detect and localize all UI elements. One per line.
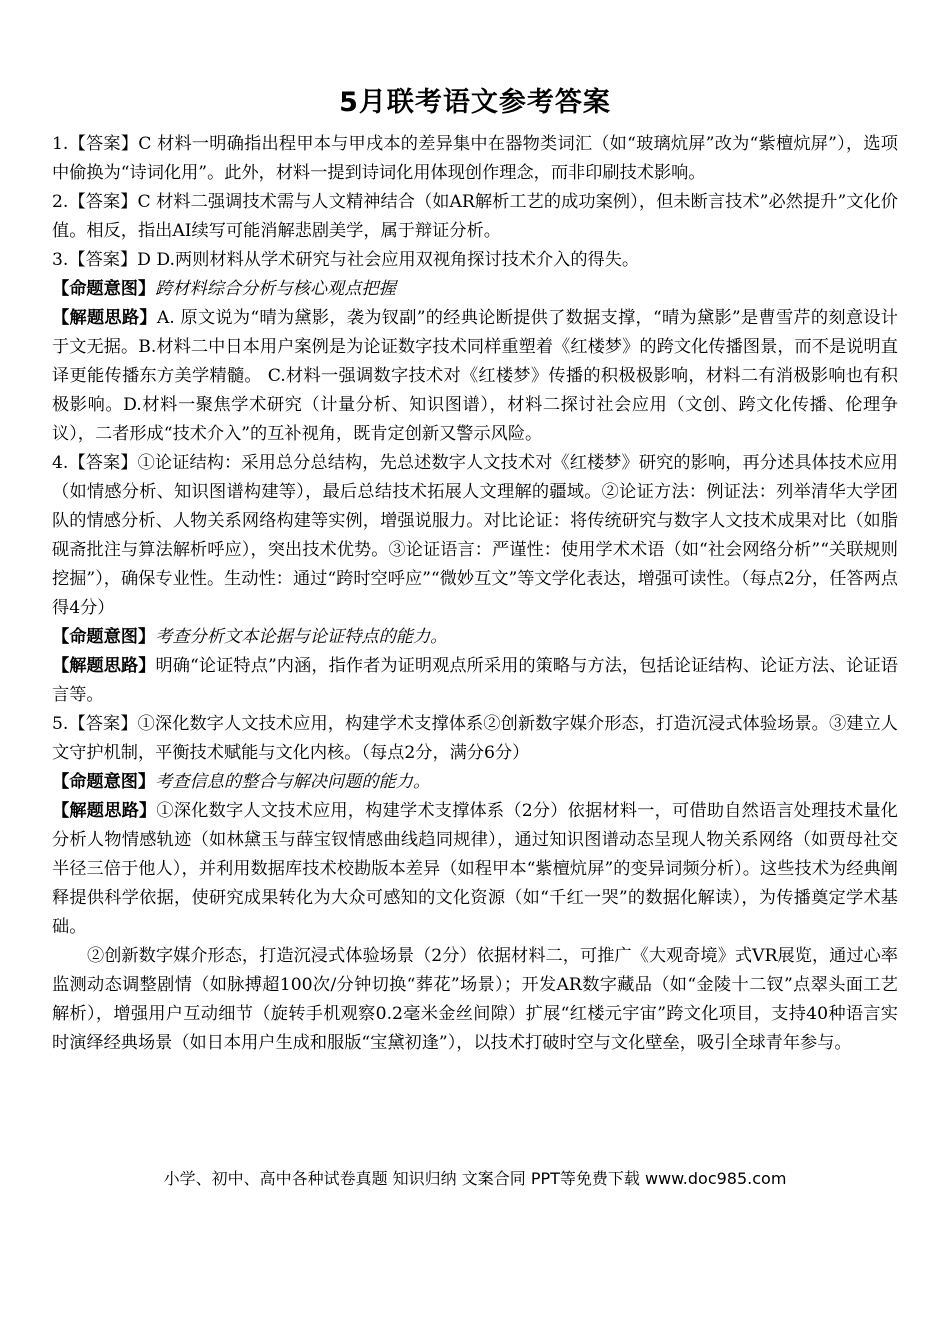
approach-3: 【解题思路】A. 原文说为“晴为黛影，袭为钗副”的经典论断提供了数据支撑，“晴为黛影”是曹雪芹的刻意设计于文无据。B.材料二中日本用户案例是为论证数字技术同样重塑着《红楼梦》的跨文化传播图景，而不是说明直译更能传播东方美学精髓。 C.材料一强调数字技术对《红楼梦》传播的积极极影响，材料二有消极影响也有积极影响。D.材料一聚焦学术研究（计量分析、知识图谱），材料二探讨社会应用（文创、跨文化传播、伦理争议），二者形成“技术介入”的互补视角，既肯定创新又警示风险。	[52, 308, 898, 444]
footer-download-note: 小学、初中、高中各种试卷真题 知识归纳 文案合同 PPT等免费下载 www.doc985.com	[163, 1169, 787, 1188]
answer-3: 3.【答案】D D.两则材料从学术研究与社会应用双视角探讨技术介入的得失。	[52, 250, 640, 270]
answer-5: 5.【答案】①深化数字人文技术应用，构建学术支撑体系②创新数字媒介形态，打造沉浸式体验场景。③建立人文守护机制，平衡技术赋能与文化内核。（每点2分，满分6分）	[52, 714, 898, 763]
section-tag: 【解题思路】	[52, 308, 157, 328]
approach-4: 【解题思路】明确“论证特点”内涵，指作者为证明观点所采用的策略与方法，包括论证结构、论证方法、论证语言等。	[52, 656, 898, 705]
intent-5: 【命题意图】考查信息的整合与解决问题的能力。	[52, 772, 431, 792]
page-title: 5月联考语文参考答案	[339, 87, 611, 118]
approach-5-part2: ②创新数字媒介形态，打造沉浸式体验场景（2分）依据材料二，可推广《大观奇境》式VR展览，通过心率监测动态调整剧情（如脉搏超100次/分钟切换“葬花”场景）；开发AR数字藏品（如“金陵十二钗”点翠头面工艺解析），增强用户互动细节（旋转手机观察0.2毫米金丝间隙）扩展“红楼元宇宙”跨文化项目，支持40种语言实时演绎经典场景（如日本用户生成和服版“宝黛初逢”），以技术打破时空与文化壁垒，吸引全球青年参与。	[52, 946, 898, 1053]
answer-1: 1.【答案】C 材料一明确指出程甲本与甲戌本的差异集中在器物类词汇（如“玻璃炕屏”改为“紫檀炕屏”），选项中偷换为“诗词化用”。此外，材料一提到诗词化用体现创作理念，而非印刷技术影响。	[52, 134, 898, 183]
approach-5: 【解题思路】①深化数字人文技术应用，构建学术支撑体系（2分）依据材料一，可借助自然语言处理技术量化分析人物情感轨迹（如林黛玉与薛宝钗情感曲线趋同规律），通过知识图谱动态呈现人物关系网络（如贾母社交半径三倍于他人），并利用数据库技术校勘版本差异（如程甲本“紫檀炕屏”的变异词频分析）。这些技术为经典阐释提供科学依据，使研究成果转化为大众可感知的文化资源（如“千红一哭”的数据化解读），为传播奠定学术基础。	[52, 801, 898, 937]
section-tag: 【命题意图】	[52, 772, 156, 792]
answer-document	[52, 84, 898, 1058]
section-tag: 【解题思路】	[52, 801, 157, 821]
intent-3: 【命题意图】跨材料综合分析与核心观点把握	[52, 279, 396, 299]
section-tag: 【命题意图】	[52, 627, 156, 647]
section-tag: 【命题意图】	[52, 279, 156, 299]
section-tag: 【解题思路】	[52, 656, 156, 676]
answer-4: 4.【答案】①论证结构：采用总分总结构，先总述数字人文技术对《红楼梦》研究的影响，再分述具体技术应用（如情感分析、知识图谱构建等），最后总结技术拓展人文理解的疆域。②论证方法：例证法：列举清华大学团队的情感分析、人物关系网络构建等实例，增强说服力。对比论证：将传统研究与数字人文技术成果对比（如脂砚斋批注与算法解析呼应），突出技术优势。③论证语言：严谨性：使用学术术语（如“社会网络分析”“关联规则挖掘”），确保专业性。生动性：通过“跨时空呼应”“微妙互文”等文学化表达，增强可读性。（每点2分，任答两点得4分）	[52, 453, 898, 618]
answer-2: 2.【答案】C 材料二强调技术需与人文精神结合（如AR解析工艺的成功案例），但未断言技术”必然提升”文化价值。相反，指出AI续写可能消解悲剧美学，属于辩证分析。	[52, 192, 898, 241]
intent-4: 【命题意图】考查分析文本论据与论证特点的能力。	[52, 627, 448, 647]
